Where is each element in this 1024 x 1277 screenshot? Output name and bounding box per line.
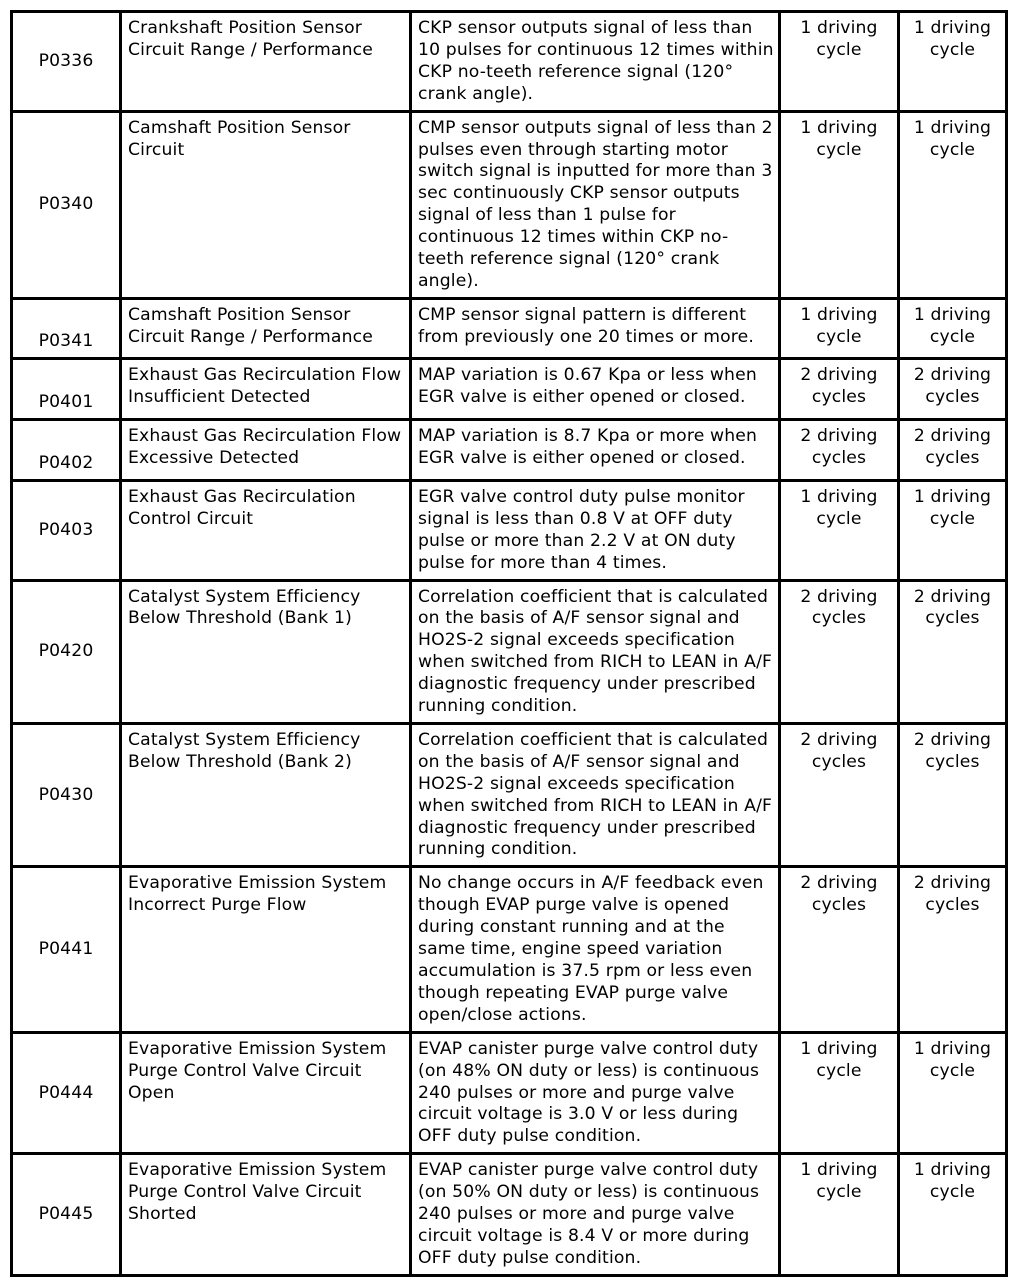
table-row (12, 580, 1007, 723)
detection-condition: No change occurs in A/F feedback even though EVAP purge valve is opened during constant running and at the same time, engine speed variation accumulation is 37.5 rpm or less even though repeating EVAP purge valve open/close actions. (411, 867, 780, 1032)
dtc-description: Camshaft Position Sensor Circuit Range / Performance (121, 298, 411, 358)
detection-cycles: 2 driving cycles (780, 419, 899, 480)
table-row (12, 358, 1007, 419)
detection-cycles: 1 driving cycle (780, 1154, 899, 1276)
clear-cycles: 2 driving cycles (899, 419, 1007, 480)
detection-cycles: 2 driving cycles (780, 723, 899, 866)
dtc-code: P0441 (12, 867, 121, 1032)
dtc-description: Evaporative Emission System Purge Control Valve Circuit Open (121, 1032, 411, 1154)
clear-cycles: 1 driving cycle (899, 1032, 1007, 1154)
table-row (12, 419, 1007, 480)
detection-condition: EVAP canister purge valve control duty (on 48% ON duty or less) is continuous 240 pulses or more and purge valve circuit voltage is 3.0 V or less during OFF duty pulse condition. (411, 1032, 780, 1154)
detection-condition: Correlation coefficient that is calculated on the basis of A/F sensor signal and HO2S-2 signal exceeds specification when switched from RICH to LEAN in A/F diagnostic frequency under prescribed running condition. (411, 723, 780, 866)
detection-cycles: 1 driving cycle (780, 12, 899, 112)
dtc-code: P0341 (12, 298, 121, 358)
detection-condition: EVAP canister purge valve control duty (on 50% ON duty or less) is continuous 240 pulses or more and purge valve circuit voltage is 8.4 V or more during OFF duty pulse condition. (411, 1154, 780, 1276)
table-row (12, 1154, 1007, 1276)
dtc-description: Catalyst System Efficiency Below Threshold (Bank 2) (121, 723, 411, 866)
clear-cycles: 2 driving cycles (899, 358, 1007, 419)
dtc-code: P0403 (12, 480, 121, 580)
table-row (12, 723, 1007, 866)
detection-condition: CKP sensor outputs signal of less than 10 pulses for continuous 12 times within CKP no-teeth reference signal (120° crank angle). (411, 12, 780, 112)
dtc-code: P0420 (12, 580, 121, 723)
dtc-description: Camshaft Position Sensor Circuit (121, 111, 411, 298)
detection-condition: EGR valve control duty pulse monitor signal is less than 0.8 V at OFF duty pulse or more than 2.2 V at ON duty pulse for more than 4 times. (411, 480, 780, 580)
clear-cycles: 2 driving cycles (899, 580, 1007, 723)
detection-cycles: 1 driving cycle (780, 480, 899, 580)
dtc-code: P0444 (12, 1032, 121, 1154)
dtc-code: P0340 (12, 111, 121, 298)
detection-cycles: 2 driving cycles (780, 358, 899, 419)
detection-condition: CMP sensor signal pattern is different from previously one 20 times or more. (411, 298, 780, 358)
dtc-description: Evaporative Emission System Incorrect Purge Flow (121, 867, 411, 1032)
dtc-code: P0336 (12, 12, 121, 112)
detection-cycles: 2 driving cycles (780, 580, 899, 723)
table-row (12, 111, 1007, 298)
clear-cycles: 2 driving cycles (899, 723, 1007, 866)
table-row (12, 1032, 1007, 1154)
detection-cycles: 1 driving cycle (780, 298, 899, 358)
dtc-code: P0401 (12, 358, 121, 419)
dtc-description: Evaporative Emission System Purge Control Valve Circuit Shorted (121, 1154, 411, 1276)
dtc-code: P0402 (12, 419, 121, 480)
dtc-description: Catalyst System Efficiency Below Threshold (Bank 1) (121, 580, 411, 723)
detection-condition: MAP variation is 8.7 Kpa or more when EGR valve is either opened or closed. (411, 419, 780, 480)
clear-cycles: 1 driving cycle (899, 298, 1007, 358)
dtc-description: Exhaust Gas Recirculation Control Circuit (121, 480, 411, 580)
clear-cycles: 1 driving cycle (899, 480, 1007, 580)
detection-condition: CMP sensor outputs signal of less than 2 pulses even through starting motor switch signal is inputted for more than 3 sec continuously CKP sensor outputs signal of less than 1 pulse for continuous 12 times within CKP no-teeth reference signal (120° crank angle). (411, 111, 780, 298)
detection-condition: Correlation coefficient that is calculated on the basis of A/F sensor signal and HO2S-2 signal exceeds specification when switched from RICH to LEAN in A/F diagnostic frequency under prescribed running condition. (411, 580, 780, 723)
table-row (12, 12, 1007, 112)
dtc-description: Crankshaft Position Sensor Circuit Range / Performance (121, 12, 411, 112)
dtc-code: P0445 (12, 1154, 121, 1276)
dtc-code: P0430 (12, 723, 121, 866)
clear-cycles: 1 driving cycle (899, 12, 1007, 112)
detection-cycles: 1 driving cycle (780, 1032, 899, 1154)
detection-cycles: 1 driving cycle (780, 111, 899, 298)
dtc-description: Exhaust Gas Recirculation Flow Excessive Detected (121, 419, 411, 480)
dtc-description: Exhaust Gas Recirculation Flow Insufficient Detected (121, 358, 411, 419)
table-row (12, 867, 1007, 1032)
dtc-table (10, 10, 1008, 1277)
clear-cycles: 1 driving cycle (899, 1154, 1007, 1276)
table-row (12, 480, 1007, 580)
detection-cycles: 2 driving cycles (780, 867, 899, 1032)
table-row (12, 298, 1007, 358)
detection-condition: MAP variation is 0.67 Kpa or less when EGR valve is either opened or closed. (411, 358, 780, 419)
clear-cycles: 2 driving cycles (899, 867, 1007, 1032)
clear-cycles: 1 driving cycle (899, 111, 1007, 298)
